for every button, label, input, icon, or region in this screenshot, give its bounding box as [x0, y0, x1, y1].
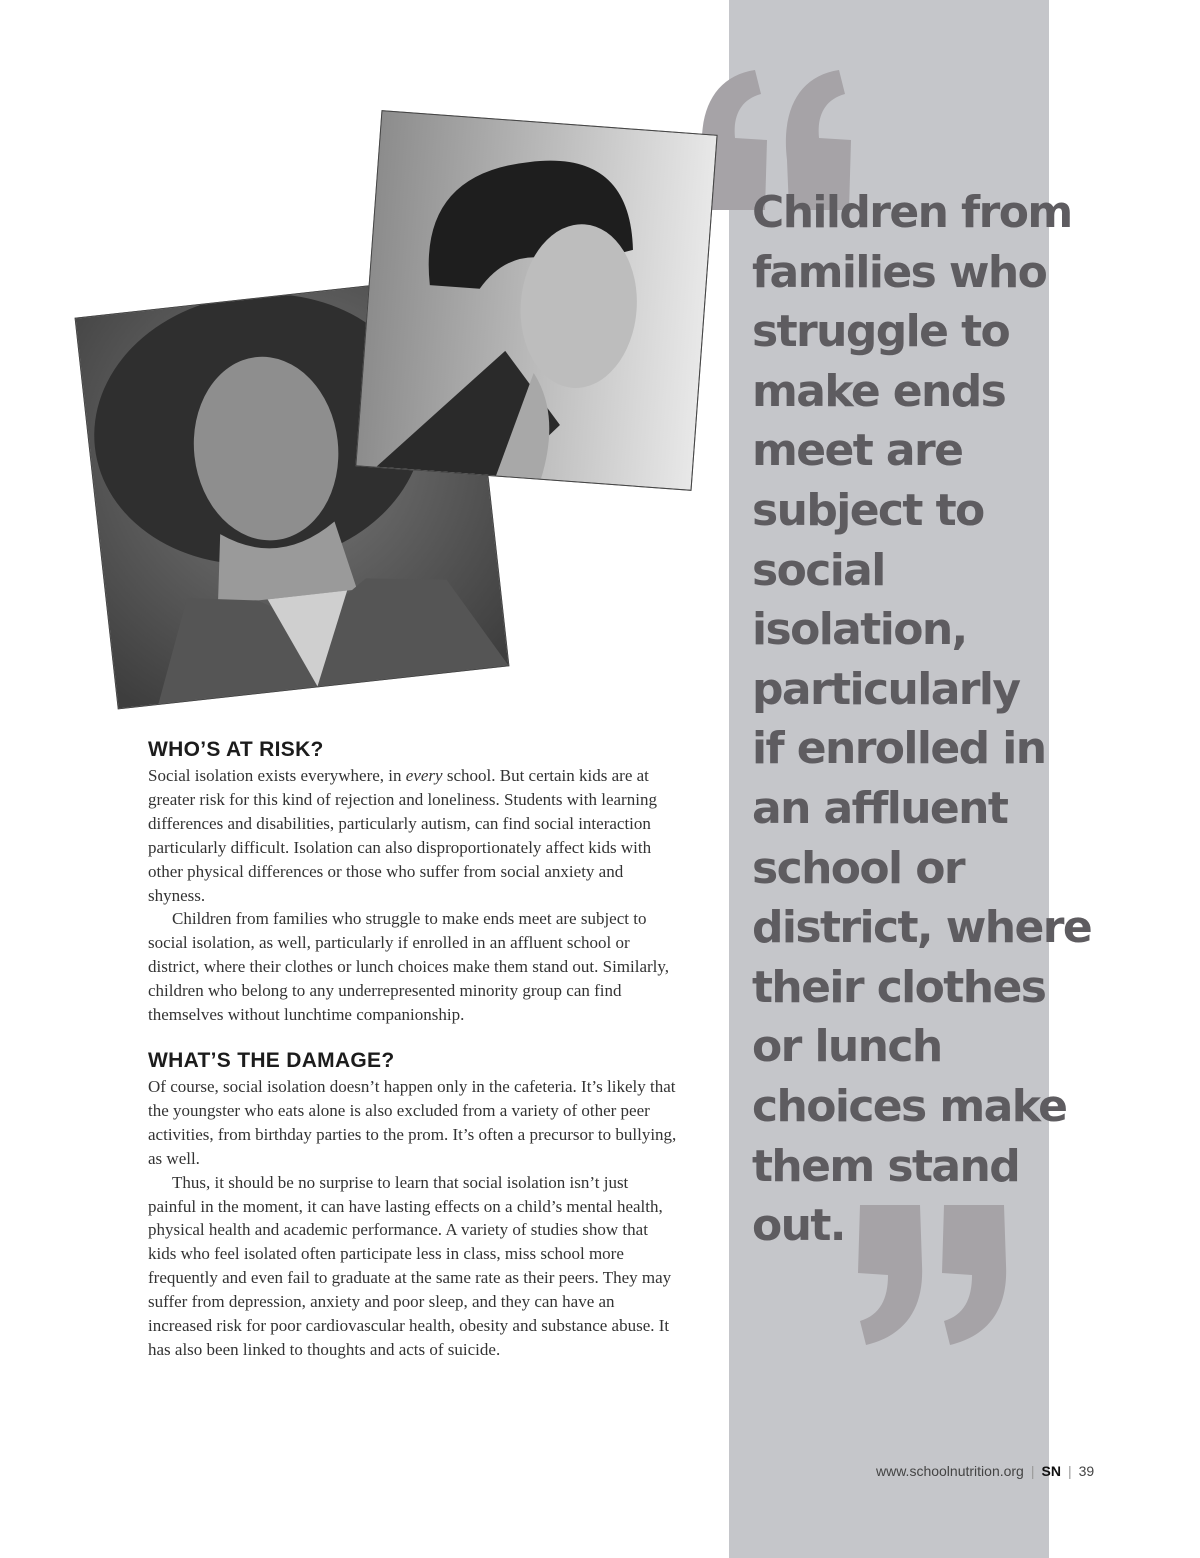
section-heading-whos-at-risk: WHO’S AT RISK? [148, 738, 324, 761]
pull-quote-line: or lunch [752, 1021, 942, 1073]
paragraph: Children from families who struggle to make ends meet are subject to social isolation, as well, particularly if enrolled in an affluent school or district, where their clothes or lunch choices make them stand out. Similarly, children who belong to any underrepresented minority group can find themselves without lunchtime companionship. [148, 909, 670, 1025]
pull-quote-line: struggle to [752, 306, 1010, 358]
paragraph: Of course, social isolation doesn’t happen only in the cafeteria. It’s likely that the youngster who eats alone is also excluded from a variety of other peer activities, from birthday parties to the prom. It’s often a precursor to bullying, as well. [148, 1076, 677, 1168]
close-quote-icon [850, 1195, 1020, 1355]
pull-quote-line: families who [752, 246, 1047, 298]
page-number: 39 [1078, 1463, 1095, 1479]
pull-quote-line: an affluent [752, 782, 1008, 834]
pull-quote-line: meet are [752, 425, 963, 477]
footer-brand: SN [1041, 1463, 1061, 1479]
article-body [148, 736, 678, 1362]
pull-quote [752, 183, 1092, 1256]
pull-quote-line: their clothes [752, 961, 1046, 1013]
paragraph: Thus, it should be no surprise to learn that social isolation isn’t just painful in the moment, it can have lasting effects on a child’s mental health, physical health and academic performance. A variety of studies show that kids who feel isolated often participate less in class, miss school more frequently and even fail to graduate at the same rate as their peers. They may suffer from depression, anxiety and poor sleep, and they can have an increased risk for poor cardiovascular health, obesity and substance abuse. It has also been linked to thoughts and acts of suicide. [148, 1172, 672, 1359]
pull-quote-line: school or [752, 842, 964, 894]
pull-quote-line: subject to [752, 484, 984, 536]
pull-quote-line: Children from [752, 187, 1072, 238]
pull-quote-line: particularly [752, 663, 1020, 715]
pull-quote-line: make ends [752, 365, 1006, 417]
paragraph-text: school. But certain kids are at greater risk for this kind of rejection and loneliness. Students with learning differences and disabilities, particularly autism, can find social interaction particularly difficult. Isolation can also disproportionately affect kids with other physical differences or those who suffer from social anxiety and shyness. [148, 766, 657, 905]
pull-quote-line: if enrolled in [752, 723, 1046, 775]
pull-quote-line: out. [752, 1200, 845, 1252]
pull-quote-line: choices make [752, 1080, 1067, 1132]
section-heading-whats-the-damage: WHAT’S THE DAMAGE? [148, 1048, 395, 1072]
footer-separator: | [1030, 1463, 1035, 1479]
pull-quote-line: isolation, [752, 604, 967, 656]
photo-boy [355, 110, 717, 491]
pull-quote-line: social [752, 544, 885, 596]
page-footer [876, 1463, 1094, 1479]
emphasis-text: every [405, 766, 443, 785]
pull-quote-line: them stand [752, 1140, 1020, 1192]
pull-quote-line: district, where [752, 902, 1092, 954]
footer-separator: | [1067, 1463, 1072, 1479]
paragraph [148, 764, 678, 907]
footer-url: www.schoolnutrition.org [876, 1463, 1024, 1479]
paragraph-text: Social isolation exists everywhere, in [148, 766, 406, 785]
